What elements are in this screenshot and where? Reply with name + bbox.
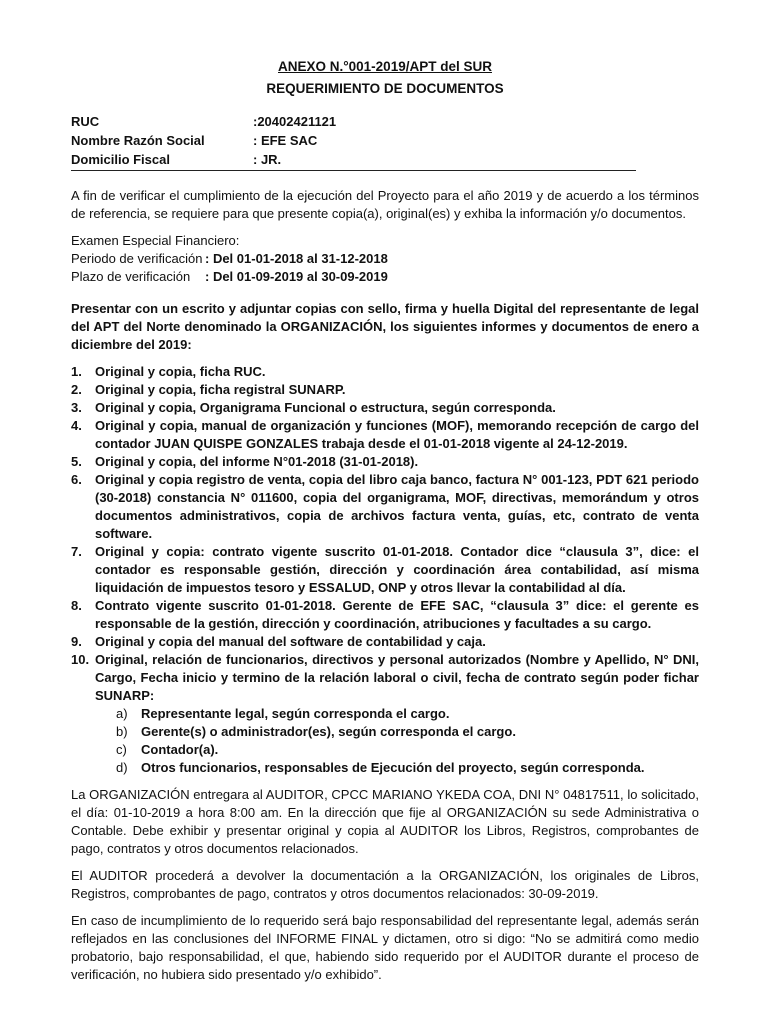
sublist-item [71, 759, 699, 777]
document-title: ANEXO N.°001-2019/APT del SUR [278, 59, 492, 74]
list-item [71, 453, 699, 471]
list-item-text: Original y copia del manual del software de contabilidad y caja. [95, 634, 486, 649]
list-item-number: 10. [71, 652, 90, 667]
list-item [71, 417, 699, 453]
identity-label: RUC [71, 114, 100, 129]
identity-row-ruc [71, 113, 699, 132]
list-item-text: Original y copia, del informe N°01-2018 (31-01-2018). [95, 454, 419, 469]
document-subtitle: REQUERIMIENTO DE DOCUMENTOS [266, 81, 504, 96]
exam-label: Periodo de verificación [71, 251, 203, 266]
sublist-item-letter: c) [116, 742, 127, 757]
list-item-number: 1. [71, 364, 82, 379]
exam-row-plazo [71, 268, 699, 286]
identity-value: : JR. [253, 152, 282, 167]
identity-divider [71, 170, 636, 171]
list-item-text: Contrato vigente suscrito 01-01-2018. Gerente de EFE SAC, “clausula 3” dice: el gerente es responsable de la gestión, dirección y coordinación, atribuciones y facultades a su cargo. [95, 598, 699, 631]
identity-label: Domicilio Fiscal [71, 152, 170, 167]
exam-heading: Examen Especial Financiero: [71, 233, 240, 248]
list-item [71, 651, 699, 705]
present-paragraph: Presentar con un escrito y adjuntar copias con sello, firma y huella Digital del representante de legal del APT del Norte denominado la ORGANIZACIÓN, los siguientes informes y documentos de enero a diciembre del 2019: [71, 301, 699, 352]
list-item-text: Original y copia, manual de organización y funciones (MOF), memorando recepción de cargo del contador JUAN QUISPE GONZALES trabaja desde el 01-01-2018 vigente al 24-12-2019. [95, 418, 699, 451]
list-item-text: Original y copia registro de venta, copia del libro caja banco, factura N° 001-123, PDT 621 periodo (30-2018) constancia N° 011600, copia del organigrama, MOF, directivas, memorándum y otros documentos administrativos, copia de archivos factura venta, guías, etc, contrato de venta software. [95, 472, 699, 541]
sublist-item [71, 705, 699, 723]
list-item-text: Original y copia, ficha registral SUNARP. [95, 382, 346, 397]
exam-row-periodo [71, 250, 699, 268]
personnel-sublist [71, 705, 699, 777]
list-item [71, 633, 699, 651]
sublist-item-letter: a) [116, 706, 128, 721]
sublist-item-text: Gerente(s) o administrador(es), según corresponda el cargo. [141, 724, 516, 739]
intro-paragraph: A fin de verificar el cumplimiento de la ejecución del Proyecto para el año 2019 y de acuerdo a los términos de referencia, se requiere para que presente copia(a), original(es) y exhiba la información y/o documentos. [71, 188, 699, 221]
sublist-item [71, 723, 699, 741]
exam-label: Plazo de verificación [71, 269, 191, 284]
list-item-text: Original, relación de funcionarios, directivos y personal autorizados (Nombre y Apellido, N° DNI, Cargo, Fecha inicio y termino de la relación laboral o civil, fecha de contrato según poder fichar SUNARP: [95, 652, 699, 703]
exam-value: : Del 01-01-2018 al 31-12-2018 [205, 251, 388, 266]
list-item-number: 6. [71, 472, 82, 487]
list-item-number: 8. [71, 598, 82, 613]
list-item-number: 4. [71, 418, 82, 433]
list-item-number: 9. [71, 634, 82, 649]
exam-block [71, 232, 699, 286]
identity-block [71, 113, 699, 169]
list-item [71, 363, 699, 381]
list-item-number: 2. [71, 382, 82, 397]
identity-row-razon-social [71, 132, 699, 151]
requirements-list [71, 363, 699, 705]
identity-row-domicilio [71, 151, 699, 170]
list-item-number: 5. [71, 454, 82, 469]
sublist-item-letter: b) [116, 724, 128, 739]
list-item-number: 3. [71, 400, 82, 415]
list-item-text: Original y copia: contrato vigente suscrito 01-01-2018. Contador dice “clausula 3”, dice: el contador es responsable gestión, dirección y coordinación área contabilidad, así misma liquidación de impuestos tesoro y ESSALUD, ONP y otros llevar la contabilidad al día. [95, 544, 699, 595]
sublist-item-text: Representante legal, según corresponda el cargo. [141, 706, 450, 721]
sublist-item-letter: d) [116, 760, 128, 775]
list-item [71, 381, 699, 399]
noncompliance-paragraph: En caso de incumplimiento de lo requerido será bajo responsabilidad del representante legal, además serán reflejados en las conclusiones del INFORME FINAL y dictamen, otro si digo: “No se admitirá como medio probatorio, bajo responsabilidad, el que, habiendo sido requerido por el AUDITOR durante el proceso de verificación, no hubiera sido presentado y/o exhibido”. [71, 913, 699, 982]
return-paragraph: El AUDITOR procederá a devolver la documentación a la ORGANIZACIÓN, los originales de Libros, Registros, comprobantes de pago, contratos y otros documentos relacionados: 30-09-2019. [71, 868, 699, 901]
identity-label: Nombre Razón Social [71, 133, 205, 148]
list-item-text: Original y copia, Organigrama Funcional o estructura, según corresponda. [95, 400, 556, 415]
list-item-text: Original y copia, ficha RUC. [95, 364, 266, 379]
identity-value: : EFE SAC [253, 133, 318, 148]
sublist-item-text: Contador(a). [141, 742, 219, 757]
list-item [71, 471, 699, 543]
list-item [71, 543, 699, 597]
list-item [71, 399, 699, 417]
list-item-number: 7. [71, 544, 82, 559]
document-body [71, 56, 699, 984]
exam-value: : Del 01-09-2019 al 30-09-2019 [205, 269, 388, 284]
delivery-paragraph: La ORGANIZACIÓN entregara al AUDITOR, CPCC MARIANO YKEDA COA, DNI N° 04817511, lo solicitado, el día: 01-10-2019 a hora 8:00 am. En la dirección que fije al ORGANIZACIÓN su sede Administrativa o Contable. Debe exhibir y presentar original y copia al AUDITOR los Libros, Registros, comprobantes de pago, contratos y otros documentos relacionados. [71, 787, 699, 856]
document-header [71, 56, 699, 100]
identity-value: :20402421121 [253, 114, 337, 129]
sublist-item [71, 741, 699, 759]
list-item [71, 597, 699, 633]
sublist-item-text: Otros funcionarios, responsables de Ejecución del proyecto, según corresponda. [141, 760, 645, 775]
